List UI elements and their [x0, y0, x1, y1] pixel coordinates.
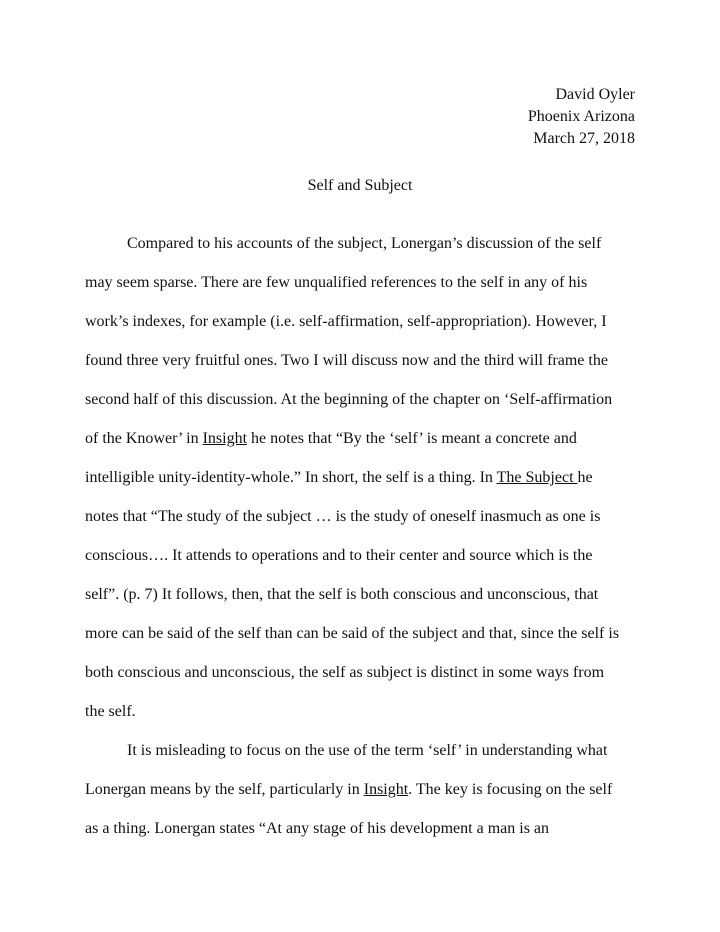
paragraph-line: as a thing. Lonergan states “At any stage of his development a man is an	[85, 820, 550, 837]
paragraph-line: self”. (p. 7) It follows, then, that the self is both conscious and unconscious, that	[85, 586, 599, 603]
book-title-insight: Insight	[202, 430, 248, 447]
paragraph-line: work’s indexes, for example (i.e. self-affirmation, self-appropriation). However, I	[85, 313, 607, 330]
paragraph-line: Lonergan means by the self, particularly in Insight. The key is focusing on the self	[85, 781, 613, 798]
author-header	[528, 84, 635, 150]
book-title-the-subject: The Subject	[496, 469, 578, 486]
author-name: David Oyler	[555, 86, 635, 103]
book-title-insight: Insight	[363, 781, 409, 798]
paragraph-line: notes that “The study of the subject … is the study of oneself inasmuch as one is	[85, 508, 601, 525]
paragraph-line: Compared to his accounts of the subject, Lonergan’s discussion of the self	[127, 235, 602, 252]
paragraph-line: second half of this discussion. At the beginning of the chapter on ‘Self-affirmation	[85, 391, 613, 408]
paragraph-line: It is misleading to focus on the use of the term ‘self’ in understanding what	[127, 742, 608, 759]
document-title: Self and Subject	[307, 177, 413, 194]
paragraph-line: more can be said of the self than can be said of the subject and that, since the self is	[85, 625, 620, 642]
paragraph-line: found three very fruitful ones. Two I will discuss now and the third will frame the	[85, 352, 608, 369]
paragraph-line: of the Knower’ in Insight he notes that “By the ‘self’ is meant a concrete and	[85, 430, 577, 447]
author-location: Phoenix Arizona	[527, 108, 635, 125]
paragraph-line: both conscious and unconscious, the self as subject is distinct in some ways from	[85, 664, 605, 681]
paragraph-line: the self.	[85, 703, 136, 720]
paragraph-line: conscious…. It attends to operations and to their center and source which is the	[85, 547, 593, 564]
paragraph-line: may seem sparse. There are few unqualified references to the self in any of his	[85, 274, 588, 291]
document-date: March 27, 2018	[533, 130, 635, 147]
paragraph-line: intelligible unity-identity-whole.” In short, the self is a thing. In The Subject he	[85, 469, 593, 486]
